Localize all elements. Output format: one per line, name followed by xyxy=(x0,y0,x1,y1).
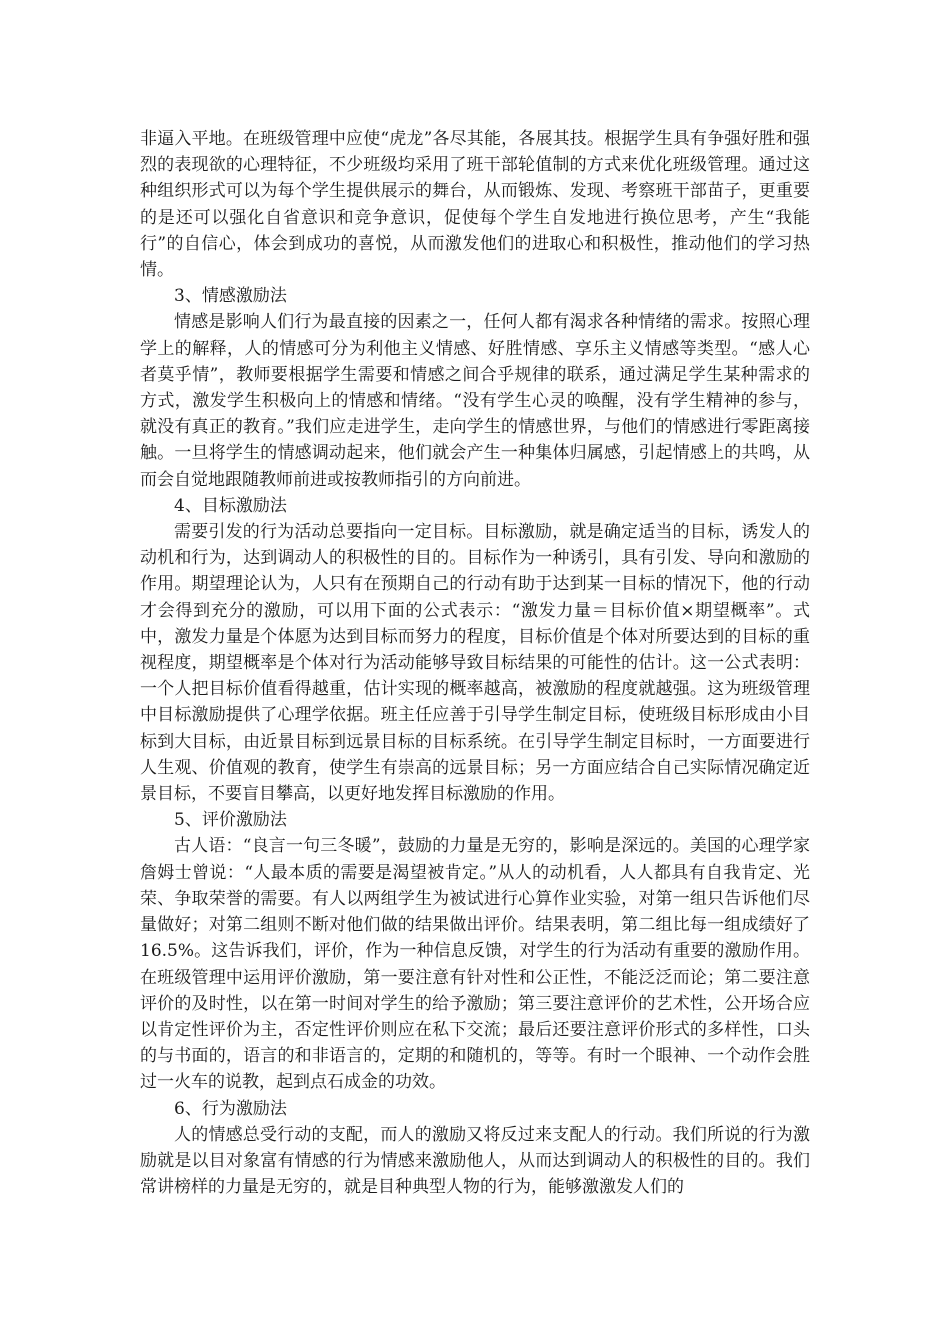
section-heading-behavior: 6、行为激励法 xyxy=(174,1098,287,1119)
paragraph-behavior: 人的情感总受行动的支配，而人的激励又将反过来支配人的行动。我们所说的行为激励就是以目对象富有情感的行为情感来激励他人，从而达到调动人的积极性的目的。我们常讲榜样的力量是无穷的，就是目种典型人物的行为，能够激激发人们的 xyxy=(140,1124,810,1198)
paragraph-intro: 非逼入平地。在班级管理中应使“虎龙”各尽其能，各展其技。根据学生具有争强好胜和强烈的表现欲的心理特征，不少班级均采用了班干部轮值制的方式来优化班级管理。通过这种组织形式可以为每个学生提供展示的舞台，从而锻炼、发现、考察班干部苗子，更重要的是还可以强化自省意识和竞争意识，促使每个学生自发地进行换位思考，产生“我能行”的自信心，体会到成功的喜悦，从而激发他们的进取心和积极性，推动他们的学习热情。 xyxy=(140,129,810,281)
paragraph-emotion: 情感是影响人们行为最直接的因素之一，任何人都有渴求各种情绪的需求。按照心理学上的解释，人的情感可分为利他主义情感、好胜情感、享乐主义情感等类型。“感人心者莫乎情”，教师要根据学生需要和情感之间合乎规律的联系，通过满足学生某种需求的方式，激发学生积极向上的情感和情绪。“没有学生心灵的唤醒，没有学生精神的参与，就没有真正的教育。”我们应走进学生，走向学生的情感世界，与他们的情感进行零距离接触。一旦将学生的情感调动起来，他们就会产生一种集体归属感，引起情感上的共鸣，从而会自觉地跟随教师前进或按教师指引的方向前进。 xyxy=(140,312,810,490)
section-heading-evaluation: 5、评价激励法 xyxy=(174,810,287,831)
document-page xyxy=(140,126,810,1200)
paragraph-evaluation: 古人语：“良言一句三冬暖”，鼓励的力量是无穷的，影响是深远的。美国的心理学家詹姆士曾说：“人最本质的需要是渴望被肯定。”从人的动机看，人人都具有自我肯定、光荣、争取荣誉的需要。有人以两组学生为被试进行心算作业实验，对第一组只告诉他们尽量做好；对第二组则不断对他们做的结果做出评价。结果表明，第二组比每一组成绩好了16.5%。这告诉我们，评价，作为一种信息反馈，对学生的行为活动有重要的激励作用。在班级管理中运用评价激励，第一要注意有针对性和公正性，不能泛泛而论；第二要注意评价的及时性，以在第一时间对学生的给予激励；第三要注意评价的艺术性，公开场合应以肯定性评价为主，否定性评价则应在私下交流；最后还要注意评价形式的多样性，口头的与书面的，语言的和非语言的，定期的和随机的，等等。有时一个眼神、一个动作会胜过一火车的说教，起到点石成金的功效。 xyxy=(140,836,810,1093)
section-heading-emotion: 3、情感激励法 xyxy=(174,286,287,307)
section-heading-goal: 4、目标激励法 xyxy=(174,495,287,516)
paragraph-goal: 需要引发的行为活动总要指向一定目标。目标激励，就是确定适当的目标，诱发人的动机和行为，达到调动人的积极性的目的。目标作为一种诱引，具有引发、导向和激励的作用。期望理论认为，人只有在预期自己的行动有助于达到某一目标的情况下，他的行动才会得到充分的激励，可以用下面的公式表示：“激发力量＝目标价值×期望概率”。式中，激发力量是个体愿为达到目标而努力的程度，目标价值是个体对所要达到的目标的重视程度，期望概率是个体对行为活动能够导致目标结果的可能性的估计。这一公式表明：一个人把目标价值看得越重，估计实现的概率越高，被激励的程度就越强。这为班级管理中目标激励提供了心理学依据。班主任应善于引导学生制定目标，使班级目标形成由小目标到大目标，由近景目标到远景目标的目标系统。在引导学生制定目标时，一方面要进行人生观、价值观的教育，使学生有崇高的远景目标；另一方面应结合自己实际情况确定近景目标，不要盲目攀高，以更好地发挥目标激励的作用。 xyxy=(140,522,810,805)
